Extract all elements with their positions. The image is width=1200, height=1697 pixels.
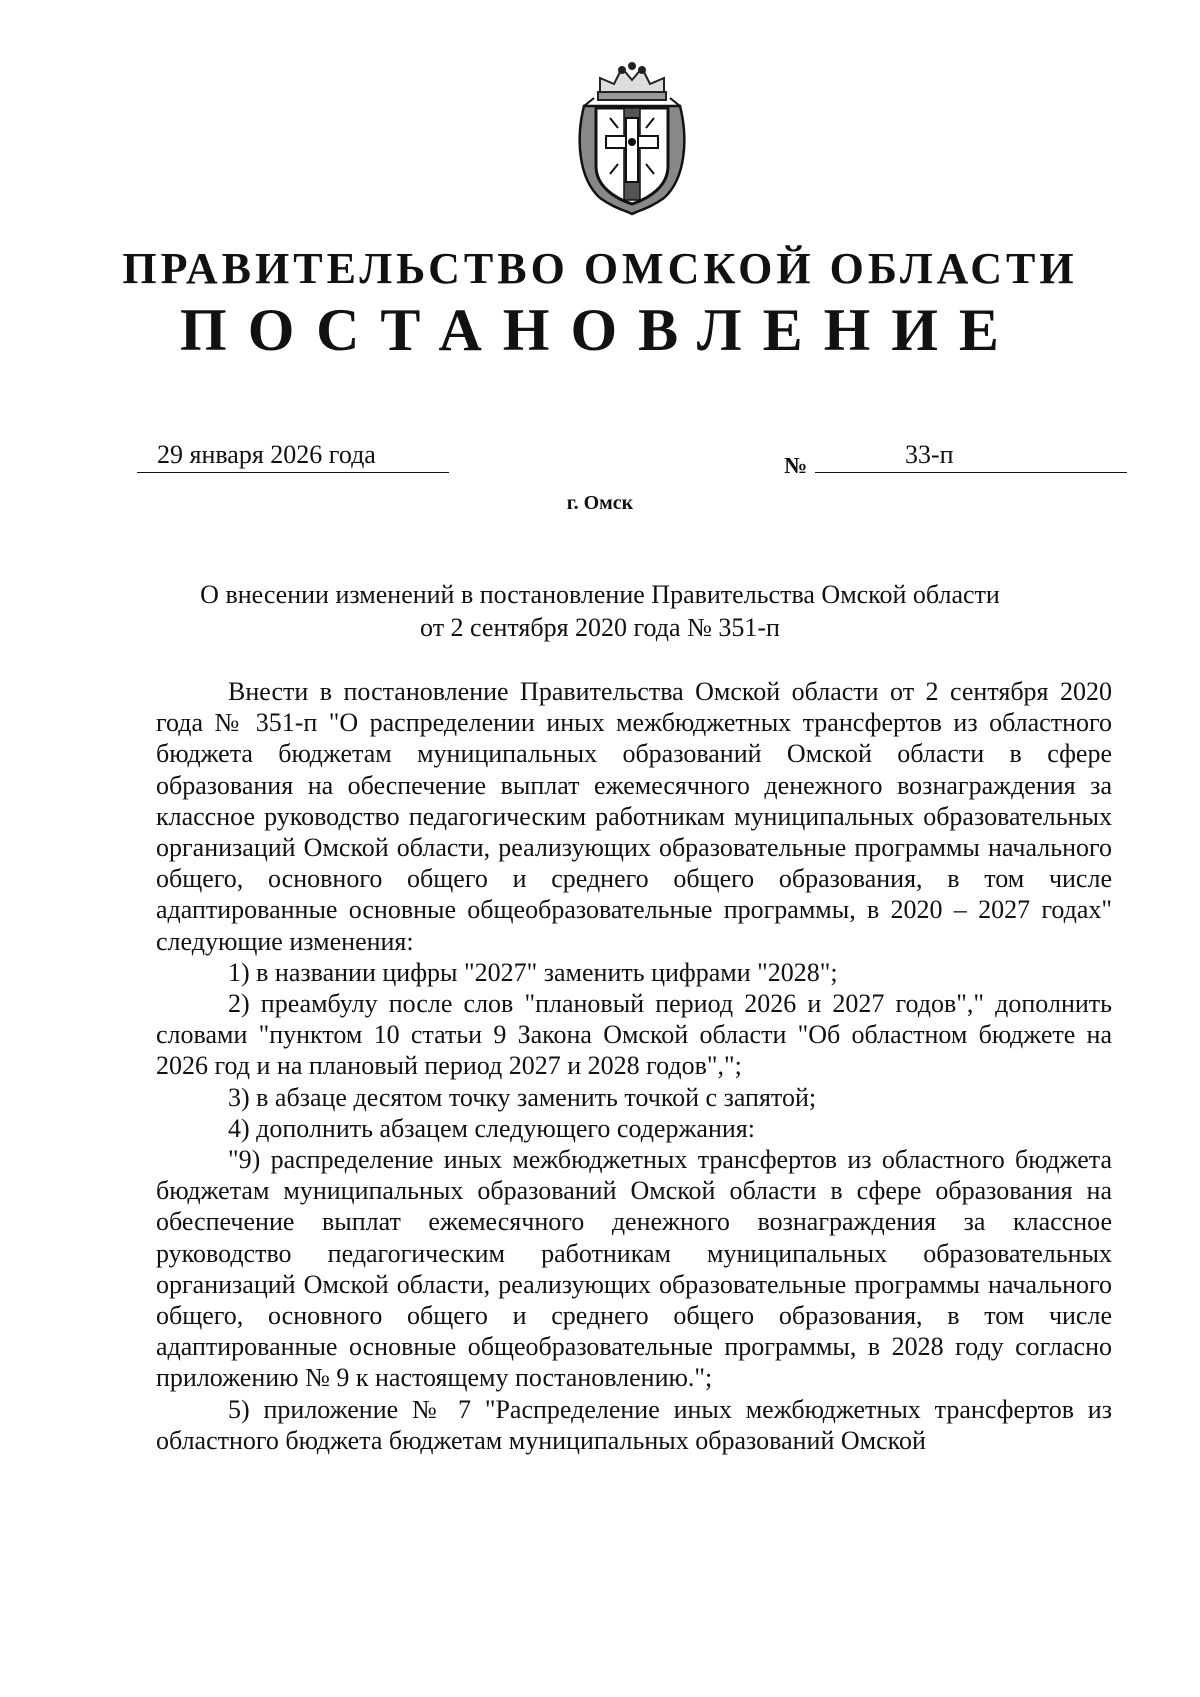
- omsk-region-coat-of-arms-icon: [570, 58, 694, 218]
- date-field: [137, 438, 449, 473]
- paragraph-intro: Внести в постановление Правительства Омской области от 2 сентября 2020 года № 351-п "О распределении иных межбюджетных трансфертов из областного бюджета бюджетам муниципальных образований Омской области в сфере образования на обеспечение выплат ежемесячного денежного вознаграждения за классное руководство педагогическим работникам муниципальных образовательных организаций Омской области, реализующих образовательные программы начального общего, основного общего и среднего общего образования, в том числе адаптированные основные общеобразовательные программы, в 2020 – 2027 годах" следующие изменения:: [156, 677, 1112, 956]
- document-subject: [150, 578, 1050, 644]
- paragraph-item-4: 4) дополнить абзацем следующего содержания:: [228, 1113, 755, 1143]
- document-number: 33-п: [905, 440, 954, 469]
- city: г. Омск: [566, 492, 634, 514]
- subject-line-2: от 2 сентября 2020 года № 351-п: [420, 613, 780, 642]
- paragraph-item-1: 1) в названии цифры "2027" заменить цифрами "2028";: [228, 957, 838, 987]
- document-type: ПОСТАНОВЛЕНИЕ: [180, 297, 1020, 363]
- government-name: ПРАВИТЕЛЬСТВО ОМСКОЙ ОБЛАСТИ: [122, 244, 1078, 293]
- paragraph-item-2: 2) преамбулу после слов "плановый период 2026 и 2027 годов"," дополнить словами "пунктом 10 статьи 9 Закона Омской области "Об областном бюджете на 2026 год и на плановый период 2027 и 2028 годов",";: [156, 989, 1112, 1081]
- paragraph-item-5: 5) приложение № 7 "Распределение иных межбюджетных трансфертов из областного бюджета бюджетам муниципальных образований Омской: [156, 1394, 1112, 1455]
- document-body: [156, 676, 1112, 1456]
- paragraph-item-4-quote: "9) распределение иных межбюджетных трансфертов из областного бюджета бюджетам муниципальных образований Омской области в сфере образования на обеспечение выплат ежемесячного денежного вознаграждения за классное руководство педагогическим работникам муниципальных образовательных организаций Омской области, реализующих образовательные программы начального общего, основного общего и среднего общего образования, в том числе адаптированные основные общеобразовательные программы, в 2028 году согласно приложению № 9 к настоящему постановлению.";: [156, 1145, 1112, 1393]
- number-field: [815, 442, 1127, 473]
- paragraph-item-3: 3) в абзаце десятом точку заменить точкой с запятой;: [228, 1082, 817, 1112]
- number-sign: №: [784, 453, 808, 478]
- document-date: 29 января 2026 года: [157, 440, 376, 469]
- subject-line-1: О внесении изменений в постановление Правительства Омской области: [200, 580, 1000, 609]
